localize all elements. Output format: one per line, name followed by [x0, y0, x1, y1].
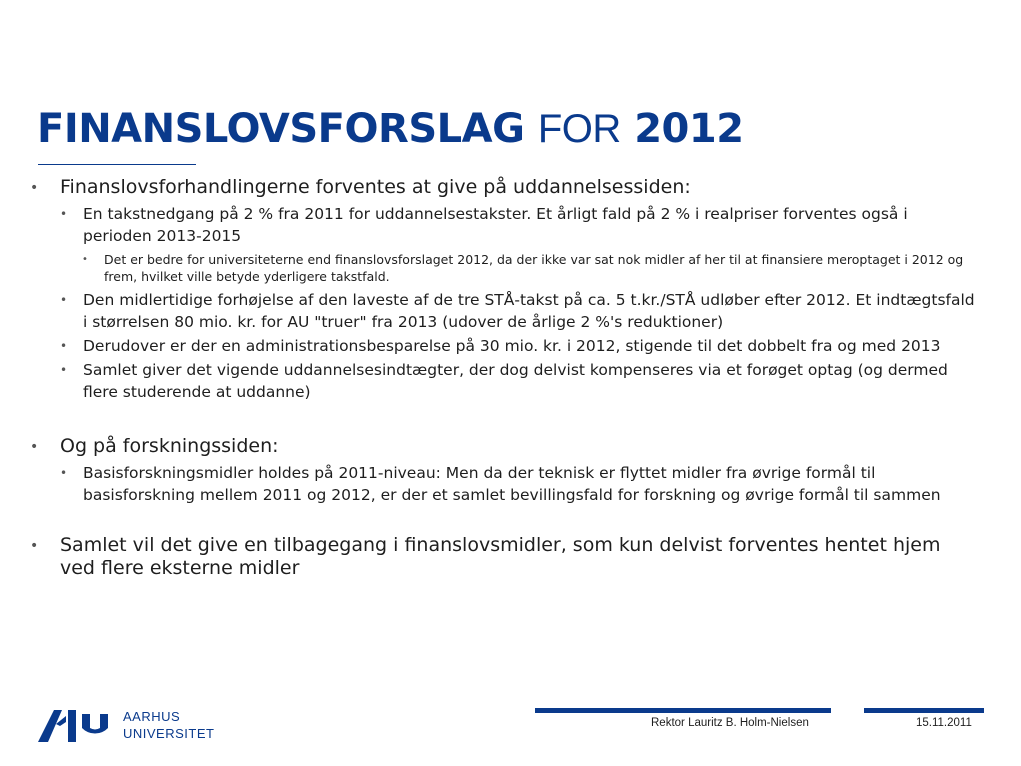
bullet-overall-decline: • Samlet vil det give en tilbagegang i finanslovsmidler, som kun delvist forventes hentet hjem ved flere eksterne midler: [30, 534, 980, 580]
bullet-research: • Og på forskningssiden:: [30, 435, 980, 458]
bullet-education: • Finanslovsforhandlingerne forventes at give på uddannelsessiden:: [30, 176, 980, 199]
bullet-temporary-increase: • Den midlertidige forhøjelse af den laveste af de tre STÅ-takst på ca. 5 t.kr./STÅ udløber efter 2012. Et indtægtsfald i størrelsen 80 mio. kr. for AU "truer" fra 2013 (udover de årlige 2 %'s reduktioner): [30, 289, 980, 333]
bullet-declining-income: • Samlet giver det vigende uddannelsesindtægter, der dog delvist kompenseres via et forøget optag (og dermed flere studerende at uddanne): [30, 359, 980, 403]
bullet-better-for-universities: • Det er bedre for universiteterne end finanslovsforslaget 2012, da der ikke var sat nok midler af her til at finansiere meroptaget i 2012 og frem, hvilket ville betyde yderligere takstfald.: [30, 251, 980, 285]
aarhus-university-logo-icon: [38, 706, 110, 744]
footer-bar-presenter: [535, 708, 831, 713]
title-underline: [38, 164, 196, 165]
university-name-line1: AARHUS: [123, 709, 181, 724]
title-year: 2012: [634, 106, 744, 152]
bullet-basic-research-funds: • Basisforskningsmidler holdes på 2011-niveau: Men da der teknisk er flyttet midler fra øvrige formål til basisforskning mellem 2011 og 2012, er der et samlet bevillingsfald for forskning og øvrige formål til sammen: [30, 462, 980, 506]
university-name: [123, 708, 214, 742]
slide-content: [30, 176, 980, 580]
university-name-line2: UNIVERSITET: [123, 726, 215, 741]
title-bold-part: FINANSLOVSFORSLAG: [37, 106, 525, 152]
presenter-name: Rektor Lauritz B. Holm-Nielsen: [651, 717, 809, 729]
footer-bar-date: [864, 708, 984, 713]
presentation-date: 15.11.2011: [916, 717, 972, 729]
bullet-rate-reduction: • En takstnedgang på 2 % fra 2011 for uddannelsestakster. Et årligt fald på 2 % i realpriser forventes også i perioden 2013-2015: [30, 203, 980, 247]
page-title: [37, 103, 744, 155]
bullet-admin-savings: • Derudover er der en administrationsbesparelse på 30 mio. kr. i 2012, stigende til det dobbelt fra og med 2013: [30, 335, 980, 357]
title-light-part: FOR: [537, 107, 621, 151]
